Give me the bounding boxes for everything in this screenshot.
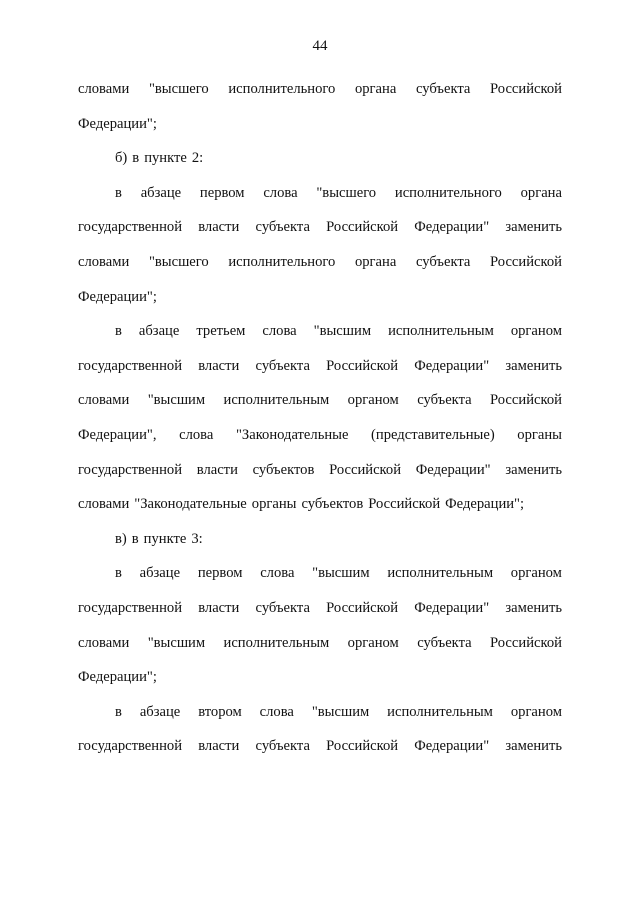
word: Российской: [490, 253, 562, 270]
word: "высшего: [316, 184, 377, 201]
word: Федерации";: [78, 669, 157, 686]
word: Российской: [326, 738, 399, 755]
text-line: [78, 383, 562, 418]
word: словами: [78, 496, 130, 513]
text-line: [78, 210, 562, 245]
text-line: [78, 245, 562, 280]
word: Федерации",: [78, 426, 157, 443]
word: исполнительным: [223, 392, 330, 409]
text-line: [78, 556, 562, 591]
word: "Законодательные: [235, 426, 349, 443]
word: государственной: [78, 357, 183, 374]
word: субъекта: [255, 599, 310, 616]
word: "высшего: [148, 253, 209, 270]
word: государственной: [78, 599, 183, 616]
word: б): [115, 150, 128, 167]
word: исполнительным: [387, 703, 493, 720]
text-line: [78, 626, 562, 661]
word: "высшим: [147, 392, 206, 409]
word: в: [115, 184, 122, 201]
word: Федерации": [414, 599, 490, 616]
word: Российской: [490, 634, 562, 651]
word: власти: [198, 599, 240, 616]
word: в): [115, 530, 127, 547]
word: абзаце: [140, 184, 182, 201]
word: словами: [78, 392, 130, 409]
text-line: [78, 72, 562, 107]
word: органом: [510, 323, 562, 340]
word: органы: [517, 426, 562, 443]
word: в: [115, 565, 122, 582]
word: органа: [520, 184, 562, 201]
word: субъектов: [252, 461, 315, 478]
word: 2:: [191, 150, 204, 167]
text-line: [78, 176, 562, 211]
text-line: [78, 107, 562, 142]
word: абзаце: [138, 323, 180, 340]
word: Федерации": [414, 219, 490, 236]
word: исполнительным: [388, 323, 494, 340]
word: 3:: [191, 530, 203, 547]
text-line: [78, 280, 562, 315]
word: субъектов: [301, 496, 364, 513]
word: органы: [251, 496, 297, 513]
document-body: [78, 72, 562, 764]
word: первом: [199, 184, 245, 201]
word: пункте: [144, 150, 187, 167]
word: (представительные): [371, 426, 495, 443]
word: втором: [198, 703, 242, 720]
word: пункте: [143, 530, 187, 547]
word: Российской: [490, 81, 562, 97]
word: власти: [196, 461, 238, 478]
word: в: [115, 323, 122, 340]
word: исполнительного: [228, 81, 336, 97]
word: государственной: [78, 738, 183, 755]
text-line: [78, 349, 562, 384]
word: Российской: [490, 392, 562, 409]
word: третьем: [196, 323, 246, 340]
text-line: [78, 314, 562, 349]
word: в: [115, 703, 122, 720]
word: субъекта: [417, 634, 472, 651]
text-line: [78, 660, 562, 695]
word: Федерации";: [78, 115, 157, 132]
word: Российской: [326, 219, 399, 236]
word: Федерации": [415, 461, 491, 478]
word: органа: [354, 81, 397, 97]
word: в: [131, 530, 139, 547]
word: Федерации";: [445, 496, 525, 513]
word: органом: [347, 392, 399, 409]
text-line: [78, 729, 562, 764]
word: "высшим: [311, 703, 370, 720]
word: государственной: [78, 219, 183, 236]
word: исполнительным: [223, 634, 330, 651]
word: исполнительным: [387, 565, 494, 582]
word: органа: [354, 253, 397, 270]
word: словами: [78, 253, 130, 270]
word: власти: [198, 738, 240, 755]
word: слова: [260, 565, 295, 582]
word: "высшим: [147, 634, 206, 651]
word: субъекта: [255, 738, 310, 755]
word: первом: [197, 565, 243, 582]
word: заменить: [505, 599, 562, 616]
word: субъекта: [415, 253, 471, 270]
page-number: 44: [312, 38, 328, 54]
word: "Законодательные: [134, 496, 247, 513]
text-line: [78, 453, 562, 488]
word: абзаце: [139, 703, 181, 720]
word: слова: [263, 184, 298, 201]
word: Федерации";: [78, 288, 157, 305]
word: в: [132, 150, 140, 167]
text-line: [78, 487, 562, 522]
word: Российской: [368, 496, 441, 513]
word: субъекта: [415, 81, 471, 97]
word: заменить: [505, 357, 562, 374]
word: власти: [198, 357, 240, 374]
word: слова: [259, 703, 294, 720]
word: "высшим: [312, 565, 370, 582]
word: Федерации": [414, 738, 490, 755]
word: исполнительного: [394, 184, 502, 201]
word: слова: [179, 426, 214, 443]
word: органом: [510, 565, 562, 582]
word: абзаце: [139, 565, 181, 582]
word: Российской: [326, 357, 399, 374]
word: органом: [510, 703, 562, 720]
word: заменить: [505, 461, 562, 478]
word: заменить: [505, 219, 562, 236]
text-line: [78, 141, 562, 176]
word: заменить: [505, 738, 562, 755]
word: субъекта: [255, 357, 310, 374]
word: "высшего: [148, 81, 209, 97]
word: субъекта: [417, 392, 472, 409]
word: Российской: [329, 461, 402, 478]
word: Федерации": [414, 357, 490, 374]
word: власти: [198, 219, 240, 236]
word: словами: [78, 634, 130, 651]
text-line: [78, 591, 562, 626]
word: исполнительного: [228, 253, 336, 270]
word: органом: [347, 634, 399, 651]
word: слова: [262, 323, 297, 340]
word: субъекта: [255, 219, 310, 236]
word: государственной: [78, 461, 183, 478]
text-line: [78, 695, 562, 730]
word: "высшим: [313, 323, 372, 340]
text-line: [78, 418, 562, 453]
text-line: [78, 522, 562, 557]
word: словами: [78, 81, 130, 97]
word: Российской: [326, 599, 399, 616]
